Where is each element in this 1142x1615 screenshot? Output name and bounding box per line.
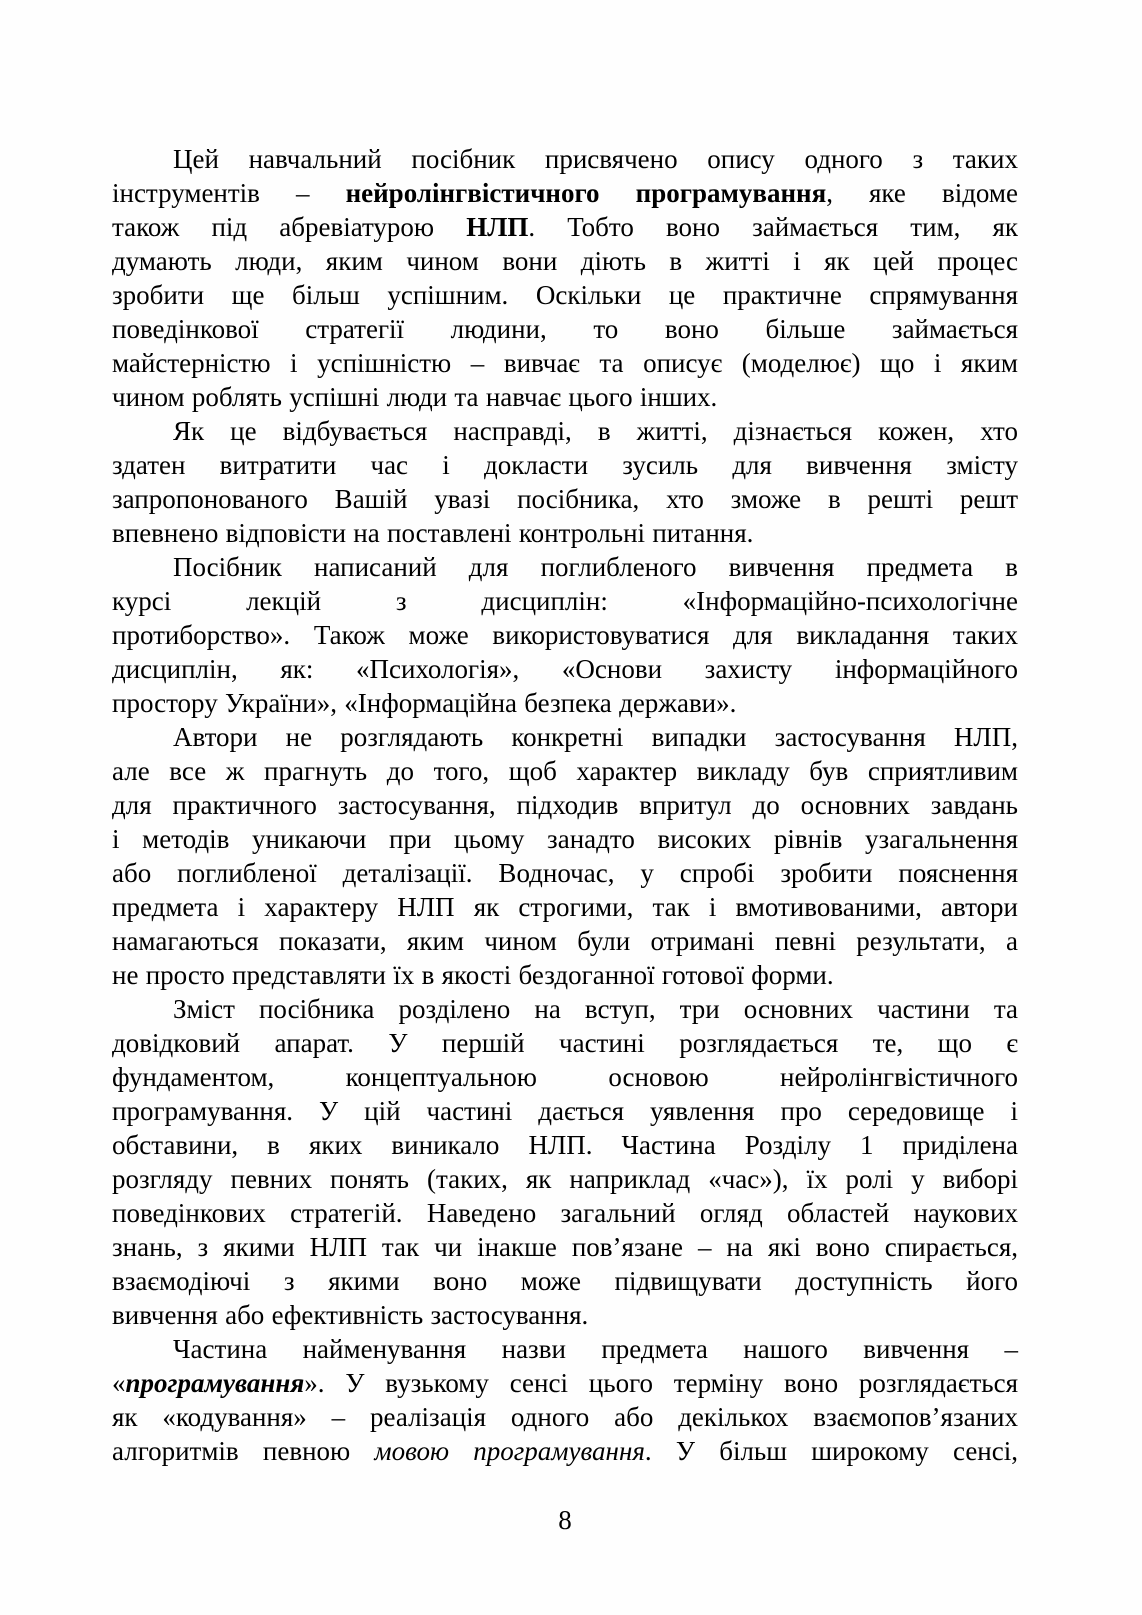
text-line bbox=[112, 380, 1018, 414]
text-line bbox=[112, 1162, 1018, 1196]
text-segment: , яке відоме bbox=[826, 178, 1018, 208]
text-line bbox=[112, 244, 1018, 278]
text-line bbox=[112, 482, 1018, 516]
text-segment: майстерністю і успішністю – вивчає та описує (моделює) що і яким bbox=[112, 348, 1018, 378]
text-segment: впевнено відповісти на поставлені контрольні питання. bbox=[112, 518, 754, 548]
text-line bbox=[112, 176, 1018, 210]
text-segment: інструментів – bbox=[112, 178, 346, 208]
text-segment: розгляду певних понять (таких, як наприклад «час»), їх ролі у виборі bbox=[112, 1164, 1018, 1194]
text-segment: Зміст посібника розділено на вступ, три основних частини та bbox=[173, 994, 1018, 1024]
text-line bbox=[112, 1366, 1018, 1400]
text-segment: не просто представляти їх в якості бездоганної готової форми. bbox=[112, 960, 834, 990]
text-segment: здатен витратити час і докласти зусиль для вивчення змісту bbox=[112, 450, 1018, 480]
text-line bbox=[112, 652, 1018, 686]
paragraph bbox=[112, 142, 1018, 414]
text-segment: поведінкової стратегії людини, то воно більше займається bbox=[112, 314, 1018, 344]
text-segment: програмування. У цій частині дається уявлення про середовище і bbox=[112, 1096, 1018, 1126]
text-line bbox=[112, 856, 1018, 890]
text-line bbox=[112, 584, 1018, 618]
text-line bbox=[112, 1298, 1018, 1332]
text-segment: Автори не розглядають конкретні випадки застосування НЛП, bbox=[173, 722, 1018, 752]
text-segment: Посібник написаний для поглибленого вивчення предмета в bbox=[173, 552, 1018, 582]
text-segment: також під абревіатурою bbox=[112, 212, 467, 242]
text-line bbox=[112, 924, 1018, 958]
text-line bbox=[112, 822, 1018, 856]
text-segment: намагаються показати, яким чином були отримані певні результати, а bbox=[112, 926, 1018, 956]
text-segment: . Тобто воно займається тим, як bbox=[528, 212, 1018, 242]
text-line bbox=[112, 1094, 1018, 1128]
text-line bbox=[112, 1026, 1018, 1060]
text-line bbox=[112, 414, 1018, 448]
text-segment: довідковий апарат. У першій частині розглядається те, що є bbox=[112, 1028, 1018, 1058]
italic-text: мовою програмування bbox=[374, 1436, 645, 1466]
text-segment: простору України», «Інформаційна безпека держави». bbox=[112, 688, 737, 718]
text-segment: ». У вузькому сенсі цього терміну воно розглядається bbox=[304, 1368, 1018, 1398]
text-segment: алгоритмів певною bbox=[112, 1436, 375, 1466]
text-line bbox=[112, 958, 1018, 992]
text-segment: Частина найменування назви предмета нашого вивчення – bbox=[173, 1334, 1018, 1364]
text-line bbox=[112, 1332, 1018, 1366]
paragraph bbox=[112, 720, 1018, 992]
paragraph bbox=[112, 1332, 1018, 1468]
text-line bbox=[112, 1196, 1018, 1230]
text-line bbox=[112, 1128, 1018, 1162]
text-line bbox=[112, 618, 1018, 652]
paragraph bbox=[112, 992, 1018, 1332]
bold-text: нейролінгвістичного програмування bbox=[345, 178, 827, 208]
text-segment: знань, з якими НЛП так чи інакше пов’язане – на які воно спирається, bbox=[112, 1232, 1018, 1262]
text-segment: або поглибленої деталізації. Водночас, у спробі зробити пояснення bbox=[112, 858, 1018, 888]
text-line bbox=[112, 890, 1018, 924]
text-segment: вивчення або ефективність застосування. bbox=[112, 1300, 589, 1330]
text-segment: Як це відбувається насправді, в житті, дізнається кожен, хто bbox=[173, 416, 1018, 446]
text-segment: дисциплін, як: «Психологія», «Основи захисту інформаційного bbox=[112, 654, 1018, 684]
text-block bbox=[112, 142, 1018, 1468]
text-segment: і методів уникаючи при цьому занадто високих рівнів узагальнення bbox=[112, 824, 1018, 854]
text-segment: « bbox=[112, 1368, 126, 1398]
page-number: 8 bbox=[558, 1505, 572, 1535]
paragraph bbox=[112, 414, 1018, 550]
text-line bbox=[112, 1400, 1018, 1434]
text-segment: але все ж прагнуть до того, щоб характер викладу був сприятливим bbox=[112, 756, 1018, 786]
text-segment: зробити ще більш успішним. Оскільки це практичне спрямування bbox=[112, 280, 1018, 310]
text-segment: фундаментом, концептуальною основою нейролінгвістичного bbox=[112, 1062, 1018, 1092]
text-segment: чином роблять успішні люди та навчає цього інших. bbox=[112, 382, 718, 412]
text-segment: як «кодування» – реалізація одного або декількох взаємопов’язаних bbox=[112, 1402, 1018, 1432]
text-segment: обставини, в яких виникало НЛП. Частина Розділу 1 приділена bbox=[112, 1130, 1018, 1160]
text-line bbox=[112, 346, 1018, 380]
text-line bbox=[112, 1434, 1018, 1468]
text-line bbox=[112, 210, 1018, 244]
text-segment: предмета і характеру НЛП як строгими, так і вмотивованими, автори bbox=[112, 892, 1018, 922]
text-segment: . У більш широкому сенсі, bbox=[644, 1436, 1018, 1466]
text-line bbox=[112, 550, 1018, 584]
text-line bbox=[112, 1264, 1018, 1298]
bold-text: НЛП bbox=[466, 212, 529, 242]
bold-italic-text: програмування bbox=[125, 1368, 305, 1398]
text-line bbox=[112, 1060, 1018, 1094]
text-line bbox=[112, 754, 1018, 788]
text-line bbox=[112, 448, 1018, 482]
text-line bbox=[112, 788, 1018, 822]
text-segment: курсі лекцій з дисциплін: «Інформаційно-психологічне bbox=[112, 586, 1018, 616]
text-line bbox=[112, 992, 1018, 1026]
text-segment: протиборство». Також може використовуватися для викладання таких bbox=[112, 620, 1018, 650]
text-segment: Цей навчальний посібник присвячено опису одного з таких bbox=[173, 144, 1018, 174]
text-segment: запропонованого Вашій увазі посібника, хто зможе в решті решт bbox=[112, 484, 1018, 514]
text-segment: взаємодіючі з якими воно може підвищувати доступність його bbox=[112, 1266, 1018, 1296]
text-line bbox=[112, 516, 1018, 550]
text-line bbox=[112, 142, 1018, 176]
paragraph bbox=[112, 550, 1018, 720]
text-segment: для практичного застосування, підходив впритул до основних завдань bbox=[112, 790, 1018, 820]
text-line bbox=[112, 312, 1018, 346]
text-line bbox=[112, 1230, 1018, 1264]
text-segment: думають люди, яким чином вони діють в житті і як цей процес bbox=[112, 246, 1018, 276]
text-segment: поведінкових стратегій. Наведено загальний огляд областей наукових bbox=[112, 1198, 1018, 1228]
text-line bbox=[112, 278, 1018, 312]
text-line bbox=[112, 720, 1018, 754]
text-line bbox=[112, 686, 1018, 720]
